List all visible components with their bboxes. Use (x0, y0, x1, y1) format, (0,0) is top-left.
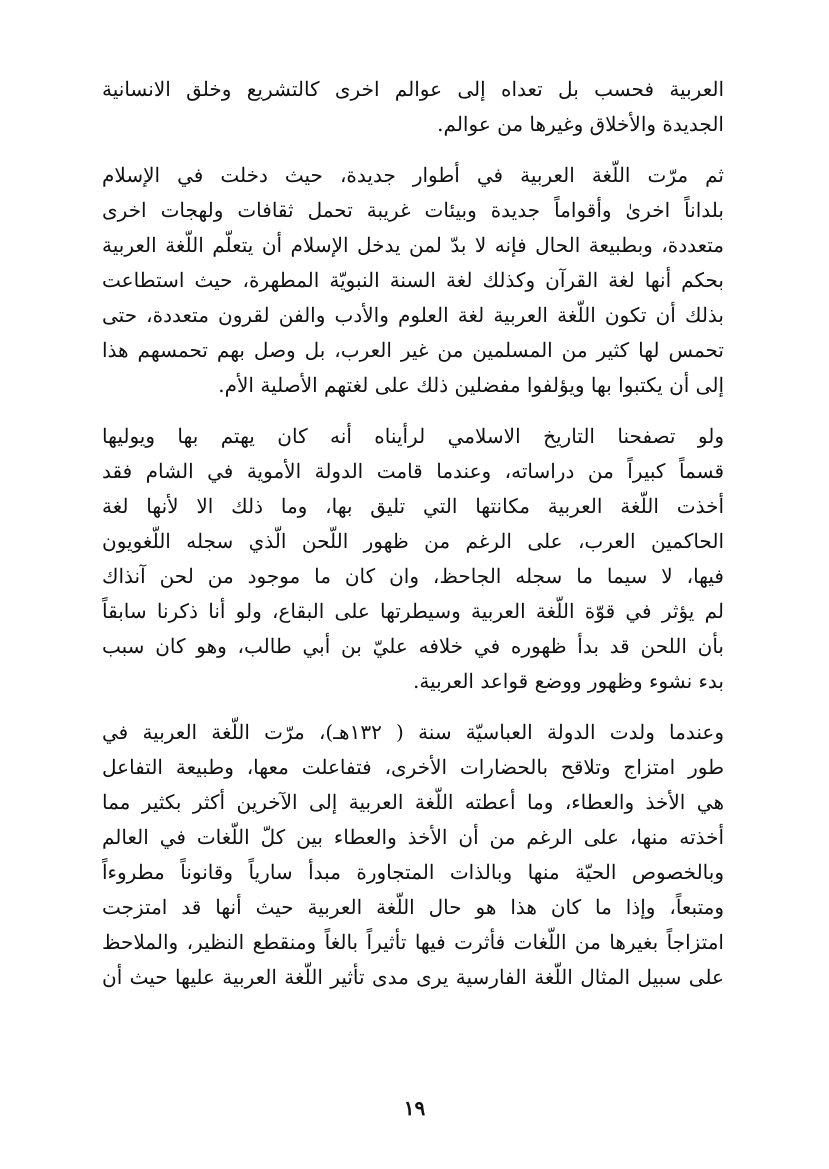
text-line: أخذته منها، على الرغم من أن الأخذ والعطاء بين كلّ اللّغات في العالم (102, 825, 724, 849)
paragraph-2 (102, 158, 724, 403)
text-line: أخذت اللّغة العربية مكانتها التي تليق بها، وما ذلك الا لأنها لغة (102, 494, 724, 518)
text-line: بحكم أنها لغة القرآن وكذلك لغة السنة النبويّة المطهرة، حيث استطاعت (102, 268, 724, 292)
text-line: بدء نشوء وظهور ووضع قواعد العربية. (412, 669, 724, 693)
body-text (102, 72, 724, 995)
page-number: ١٩ (403, 1096, 426, 1120)
text-line: ثم مرّت اللّغة العربية في أطوار جديدة، حيث دخلت في الإسلام (102, 163, 724, 187)
text-line: طور امتزاج وتلاقح بالحضارات الأخرى، فتفاعلت معها، وطبيعة التفاعل (102, 755, 724, 779)
text-line: إلى أن يكتبوا بها ويؤلفوا مفضلين ذلك على لغتهم الأصلية الأم. (218, 373, 724, 397)
text-line: تحمس لها كثير من المسلمين من غير العرب، بل وصل بهم تحمسهم هذا (102, 338, 724, 362)
text-line: بأن اللحن قد بدأ ظهوره في خلافه عليّ بن أبي طالب، وهو كان سبب (102, 634, 724, 658)
text-line: وبالخصوص الحيّة منها وبالذات المتجاورة مبدأ سارياً وقانوناً مطروءاً (102, 860, 724, 884)
paragraph-1 (102, 72, 724, 142)
text-line: بذلك أن تكون اللّغة العربية لغة العلوم والأدب والفن لقرون متعددة، حتى (102, 303, 724, 327)
text-line: لم يؤثر في قوّة اللّغة العربية وسيطرتها على البقاع، ولو أنا ذكرنا سابقاً (102, 599, 724, 623)
text-line: وعندما ولدت الدولة العباسيّة سنة ( ١٣٢هـ)، مرّت اللّغة العربية في (102, 720, 724, 744)
text-line: العربية فحسب بل تعداه إلى عوالم اخرى كالتشريع وخلق الانسانية (102, 77, 724, 101)
text-line: فيها، لا سيما ما سجله الجاحظ، وان كان ما موجود من لحن آنذاك (102, 564, 724, 588)
text-line: ومتبعاً، وإذا ما كان هذا هو حال اللّغة العربية حيث أنها قد امتزجت (102, 895, 724, 919)
text-line: الحاكمين العرب، على الرغم من ظهور اللّحن الّذي سجله اللّغويون (102, 529, 724, 553)
text-line: قسماً كبيراً من دراساته، وعندما قامت الدولة الأموية في الشام فقد (102, 459, 724, 483)
text-line: متعددة، وبطبيعة الحال فإنه لا بدّ لمن يدخل الإسلام أن يتعلّم اللّغة العربية (102, 233, 724, 257)
text-line: على سبيل المثال اللّغة الفارسية يرى مدى تأثير اللّغة العربية عليها حيث أن (102, 965, 724, 989)
text-line: ولو تصفحنا التاريخ الاسلامي لرأيناه أنه كان يهتم بها ويوليها (102, 424, 724, 448)
text-line: امتزاجاً بغيرها من اللّغات فأثرت فيها تأثيراً بالغاً ومنقطع النظير، والملاحظ (102, 930, 724, 954)
text-line: هي الأخذ والعطاء، وما أعطته اللّغة العربية إلى الآخرين أكثر بكثير مما (102, 790, 724, 814)
text-line: بلداناً اخرىٰ وأقواماً جديدة وبيئات غريبة تحمل ثقافات ولهجات اخرى (102, 198, 724, 222)
paragraph-3 (102, 419, 724, 699)
paragraph-4 (102, 715, 724, 995)
text-line: الجديدة والأخلاق وغيرها من عوالم. (437, 112, 724, 136)
